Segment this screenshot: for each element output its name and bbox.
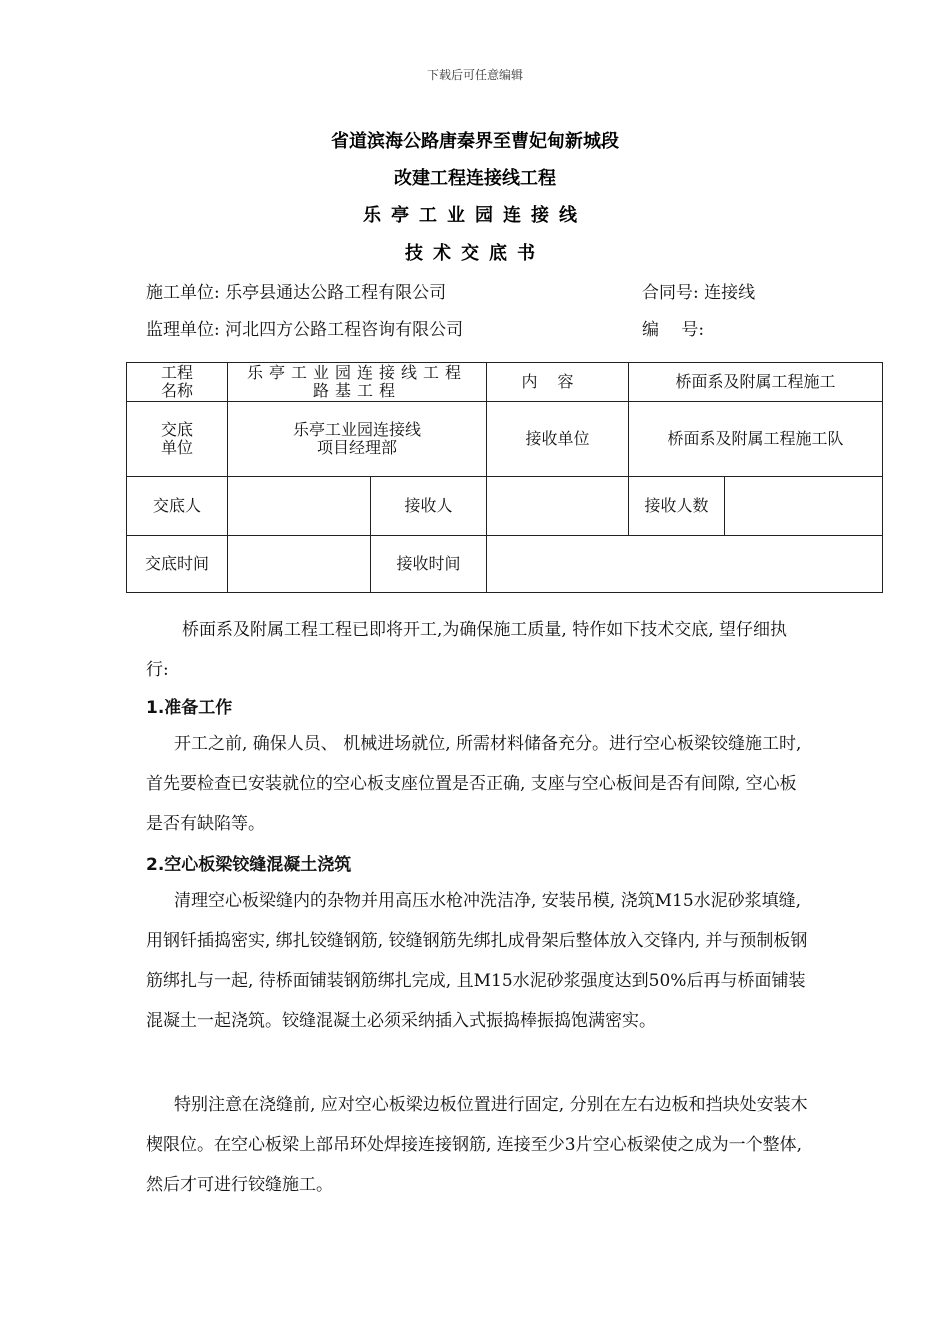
intro-paragraph: 桥面系及附属工程工程已即将开工,为确保施工质量, 特作如下技术交底, 望仔细执行: — [146, 620, 788, 680]
project-name-label: 工程名称 — [127, 363, 228, 402]
serial-number: 编 号: — [642, 320, 705, 340]
briefing-info-table — [126, 362, 883, 593]
content-label: 内容 — [487, 363, 629, 402]
title-line-2: 改建工程连接线工程 — [394, 168, 556, 189]
header-note: 下载后可任意编辑 — [426, 68, 523, 82]
receiver-count-label: 接收人数 — [629, 477, 725, 536]
title-line-4: 技术交底书 — [405, 243, 545, 264]
supervision-unit: 监理单位: 河北四方公路工程咨询有限公司 — [146, 320, 464, 340]
briefer-value — [228, 477, 371, 536]
table-row — [127, 477, 883, 536]
section-2-paragraph: 清理空心板梁缝内的杂物并用高压水枪冲洗洁净, 安装吊模, 浇筑M15水泥砂浆填缝, 用钢钎插捣密实, 绑扎铰缝钢筋, 铰缝钢筋先绑扎成骨架后整体放入交锋内, 并与预制板钢筋绑扎与一起, 待桥面铺装钢筋绑扎完成, 且M15水泥砂浆强度达到50%后再与桥面铺装混凝土一起浇筑。铰缝混凝土必须采纳插入式振捣棒振捣饱满密实。 — [146, 891, 808, 1031]
receive-time-value — [487, 536, 883, 593]
title-line-3: 乐亭工业园连接线 — [363, 205, 587, 226]
brief-unit-value-line-2: 项目经理部 — [316, 438, 397, 457]
brief-unit-label: 交底单位 — [127, 402, 228, 477]
brief-unit-value — [228, 402, 487, 477]
construction-unit: 施工单位: 乐亭县通达公路工程有限公司 — [146, 283, 447, 303]
receive-time-label: 接收时间 — [371, 536, 487, 593]
receiver-label: 接收人 — [371, 477, 487, 536]
table-row — [127, 536, 883, 593]
section-2-note-paragraph: 特别注意在浇缝前, 应对空心板梁边板位置进行固定, 分别在左右边板和挡块处安装木楔限位。在空心板梁上部吊环处焊接连接钢筋, 连接至少3片空心板梁使之成为一个整体, 然后才可进行铰缝施工。 — [146, 1095, 808, 1195]
receiving-unit-value: 桥面系及附属工程施工队 — [629, 402, 883, 477]
briefer-label: 交底人 — [127, 477, 228, 536]
receiving-unit-label: 接收单位 — [487, 402, 629, 477]
section-1-paragraph: 开工之前, 确保人员、 机械进场就位, 所需材料储备充分。进行空心板梁铰缝施工时, 首先要检查已安装就位的空心板支座位置是否正确, 支座与空心板间是否有间隙, 空心板是否有缺陷等。 — [146, 734, 802, 834]
content-value: 桥面系及附属工程施工 — [629, 363, 883, 402]
table-row — [127, 363, 883, 402]
section-1-title: 1.准备工作 — [146, 698, 233, 718]
brief-unit-value-line-1: 乐亭工业园连接线 — [292, 419, 421, 439]
section-2-title: 2.空心板梁铰缝混凝土浇筑 — [146, 855, 352, 875]
brief-time-label: 交底时间 — [127, 536, 228, 593]
brief-time-value — [228, 536, 371, 593]
contract-number: 合同号: 连接线 — [642, 283, 756, 303]
receiver-value — [487, 477, 629, 536]
project-name-value: 乐亭工业园连接线工程路基工程 — [228, 363, 487, 402]
table-row — [127, 402, 883, 477]
title-line-1: 省道滨海公路唐秦界至曹妃甸新城段 — [331, 131, 619, 152]
receiver-count-value — [725, 477, 883, 536]
